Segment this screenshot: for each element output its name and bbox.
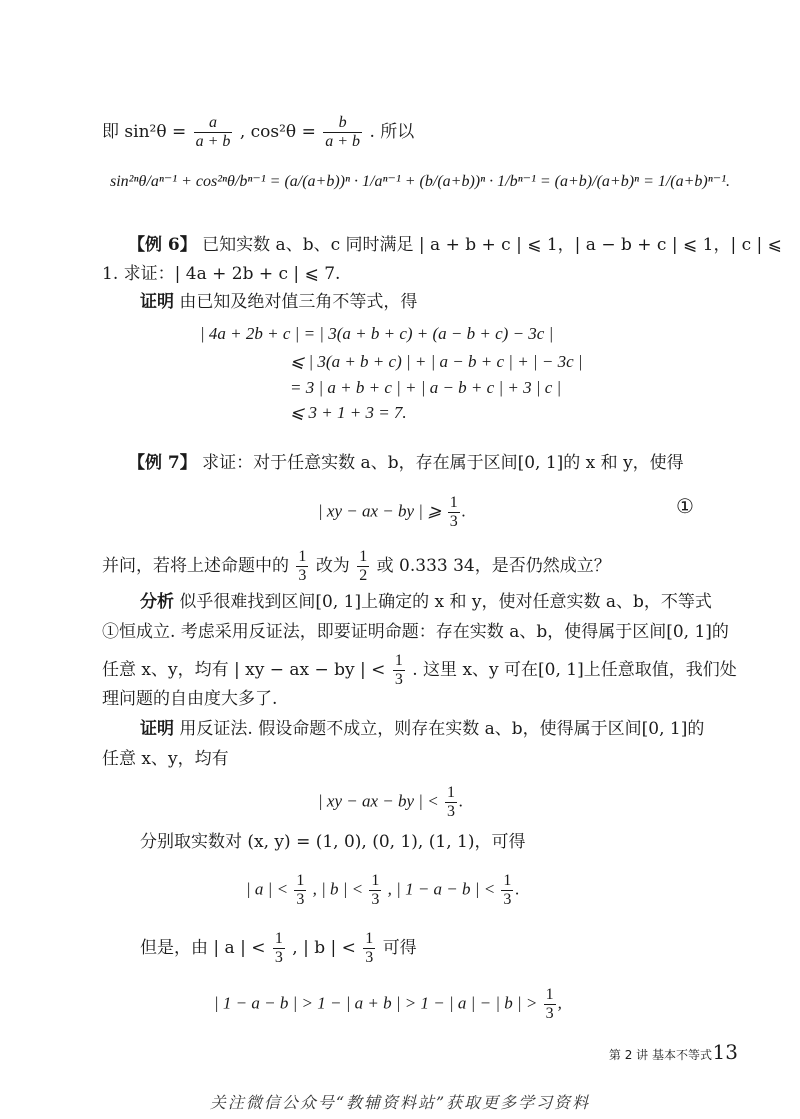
- numerator: 1: [503, 872, 512, 889]
- analysis-line-4: 理问题的自由度大多了.: [102, 689, 278, 709]
- fraction: [296, 548, 308, 585]
- proof-1-intro: [140, 290, 417, 314]
- fraction: [323, 114, 362, 151]
- proof-text: 用反证法. 假设命题不成立，则存在实数 a、b，使得属于区间[0, 1]的: [179, 719, 705, 739]
- fraction: [501, 872, 513, 909]
- denominator: 3: [296, 891, 305, 908]
- question-line: [102, 548, 611, 585]
- proof-label: 证明: [140, 719, 174, 739]
- analysis-line-2: ①恒成立. 考虑采用反证法，即要证明命题：存在实数 a、b，使得属于区间[0, 1]的: [102, 622, 729, 642]
- proof-2-line-2: 任意 x、y，均有: [102, 749, 229, 769]
- proof-step-3: = 3 | a + b + c | + | a − b + c | + 3 | c |: [290, 378, 562, 397]
- numerator: b: [323, 114, 362, 133]
- denominator: 3: [446, 803, 455, 820]
- fraction: [448, 494, 460, 531]
- denominator: 3: [394, 671, 403, 688]
- equation-4: | a | < $\frac{1}{3}$ , | b | < $\frac{1}{3}$ , | 1 − a − b | < $\frac{1}{3}$ .: [246, 872, 520, 908]
- numerator: 1: [365, 930, 374, 947]
- numerator: 1: [545, 986, 554, 1003]
- analysis-text: 似乎很难找到区间[0, 1]上确定的 x 和 y，使对任意实数 a、b，不等式: [179, 592, 712, 612]
- fraction: [369, 872, 381, 909]
- fraction: [445, 784, 457, 821]
- fraction: [393, 652, 405, 689]
- proof-label: 证明: [140, 292, 174, 312]
- numerator: 1: [298, 548, 307, 565]
- text-segment: 但是，由 | a | <: [140, 938, 266, 958]
- example-tag: 【例 7】: [128, 453, 197, 473]
- denominator: 3: [298, 567, 307, 584]
- proof-step-2: ⩽ | 3(a + b + c) | + | a − b + c | + | − 3c |: [290, 352, 583, 371]
- equation-2: | xy − ax − by | ⩾ $\frac{1}{3}$ .: [318, 494, 466, 530]
- fraction: [273, 930, 285, 967]
- denominator: 3: [545, 1005, 554, 1022]
- text-segment: 可得: [382, 938, 417, 958]
- equation-1: sin²ⁿθ/aⁿ⁻¹ + cos²ⁿθ/bⁿ⁻¹ = (a/(a+b))ⁿ · 1/aⁿ⁻¹ + (b/(a+b))ⁿ · 1/bⁿ⁻¹ = (a+b)/(a+b)ⁿ = 1/(a+b)ⁿ⁻¹.: [110, 173, 731, 190]
- equation-3: | xy − ax − by | < $\frac{1}{3}$ .: [318, 784, 464, 820]
- denominator: 3: [371, 891, 380, 908]
- text-segment: 或 0.333 34，是否仍然成立？: [376, 556, 611, 576]
- example-7-line: [128, 451, 684, 475]
- denominator: 3: [365, 949, 374, 966]
- text-segment: 任意 x、y，均有 | xy − ax − by | <: [102, 660, 386, 680]
- equation-text: | 1 − a − b | > 1 − | a + b | > 1 − | a | − | b | >: [214, 993, 538, 1013]
- fraction: [194, 114, 233, 151]
- denominator: 3: [503, 891, 512, 908]
- proof-text: 由已知及绝对值三角不等式，得: [179, 292, 418, 312]
- proof-step-4: ⩽ 3 + 1 + 3 = 7.: [290, 403, 407, 422]
- watermark-text: 关注微信公众号“教辅资料站”获取更多学习资料: [209, 1093, 591, 1112]
- equation-text: | a | <: [246, 879, 289, 899]
- fraction: [294, 872, 306, 909]
- text-segment: . 所以: [369, 122, 415, 142]
- numerator: 1: [449, 494, 458, 511]
- numerator: 1: [446, 784, 455, 801]
- equation-text: | xy − ax − by | <: [318, 791, 439, 811]
- equation-text: | xy − ax − by | ⩾: [318, 501, 442, 521]
- chapter-label: 第 2 讲 基本不等式: [608, 1048, 712, 1062]
- intro-line: [102, 114, 414, 151]
- numerator: 1: [274, 930, 283, 947]
- analysis-line-3: [102, 652, 737, 689]
- fraction: [363, 930, 375, 967]
- proof-step-1: | 4a + 2b + c | = | 3(a + b + c) + (a − b + c) − 3c |: [200, 324, 554, 343]
- equation-marker: ①: [676, 494, 694, 518]
- text-segment: , | b | <: [292, 938, 356, 958]
- numerator: a: [194, 114, 233, 133]
- denominator: 3: [449, 513, 458, 530]
- denominator: 3: [274, 949, 283, 966]
- proof-2-line-1: [140, 717, 704, 741]
- denominator: a + b: [325, 133, 361, 150]
- fraction: [544, 986, 556, 1023]
- equation-text: , | b | <: [312, 879, 364, 899]
- example-text: 已知实数 a、b、c 同时满足 | a + b + c | ⩽ 1，| a − b + c | ⩽ 1，| c | ⩽: [202, 235, 782, 255]
- text-segment: . 这里 x、y 可在[0, 1]上任意取值，我们处: [412, 660, 737, 680]
- fraction: [357, 548, 369, 585]
- proof-2-line-4: [140, 930, 417, 967]
- example-text: 求证：对于任意实数 a、b，存在属于区间[0, 1]的 x 和 y，使得: [202, 453, 684, 473]
- text-segment: 改为: [315, 556, 350, 576]
- example-tag: 【例 6】: [128, 235, 197, 255]
- analysis-line-1: [140, 590, 712, 614]
- example-6-line-2: 1. 求证：| 4a + 2b + c | ⩽ 7.: [102, 264, 341, 284]
- page-number: 13: [712, 1040, 738, 1064]
- proof-2-line-3: 分别取实数对 (x, y) = (1, 0), (0, 1), (1, 1)，可得: [140, 832, 526, 852]
- analysis-label: 分析: [140, 592, 174, 612]
- numerator: 1: [296, 872, 305, 889]
- equation-text: , | 1 − a − b | <: [387, 879, 496, 899]
- text-segment: 即 sin²θ =: [102, 122, 187, 142]
- example-6-line-1: [128, 233, 782, 257]
- numerator: 1: [371, 872, 380, 889]
- denominator: a + b: [195, 133, 231, 150]
- text-segment: , cos²θ =: [239, 122, 316, 142]
- equation-5: | 1 − a − b | > 1 − | a + b | > 1 − | a | − | b | > $\frac{1}{3}$ ,: [214, 986, 562, 1022]
- text-segment: 并问，若将上述命题中的: [102, 556, 289, 576]
- denominator: 2: [359, 567, 368, 584]
- numerator: 1: [394, 652, 403, 669]
- numerator: 1: [359, 548, 368, 565]
